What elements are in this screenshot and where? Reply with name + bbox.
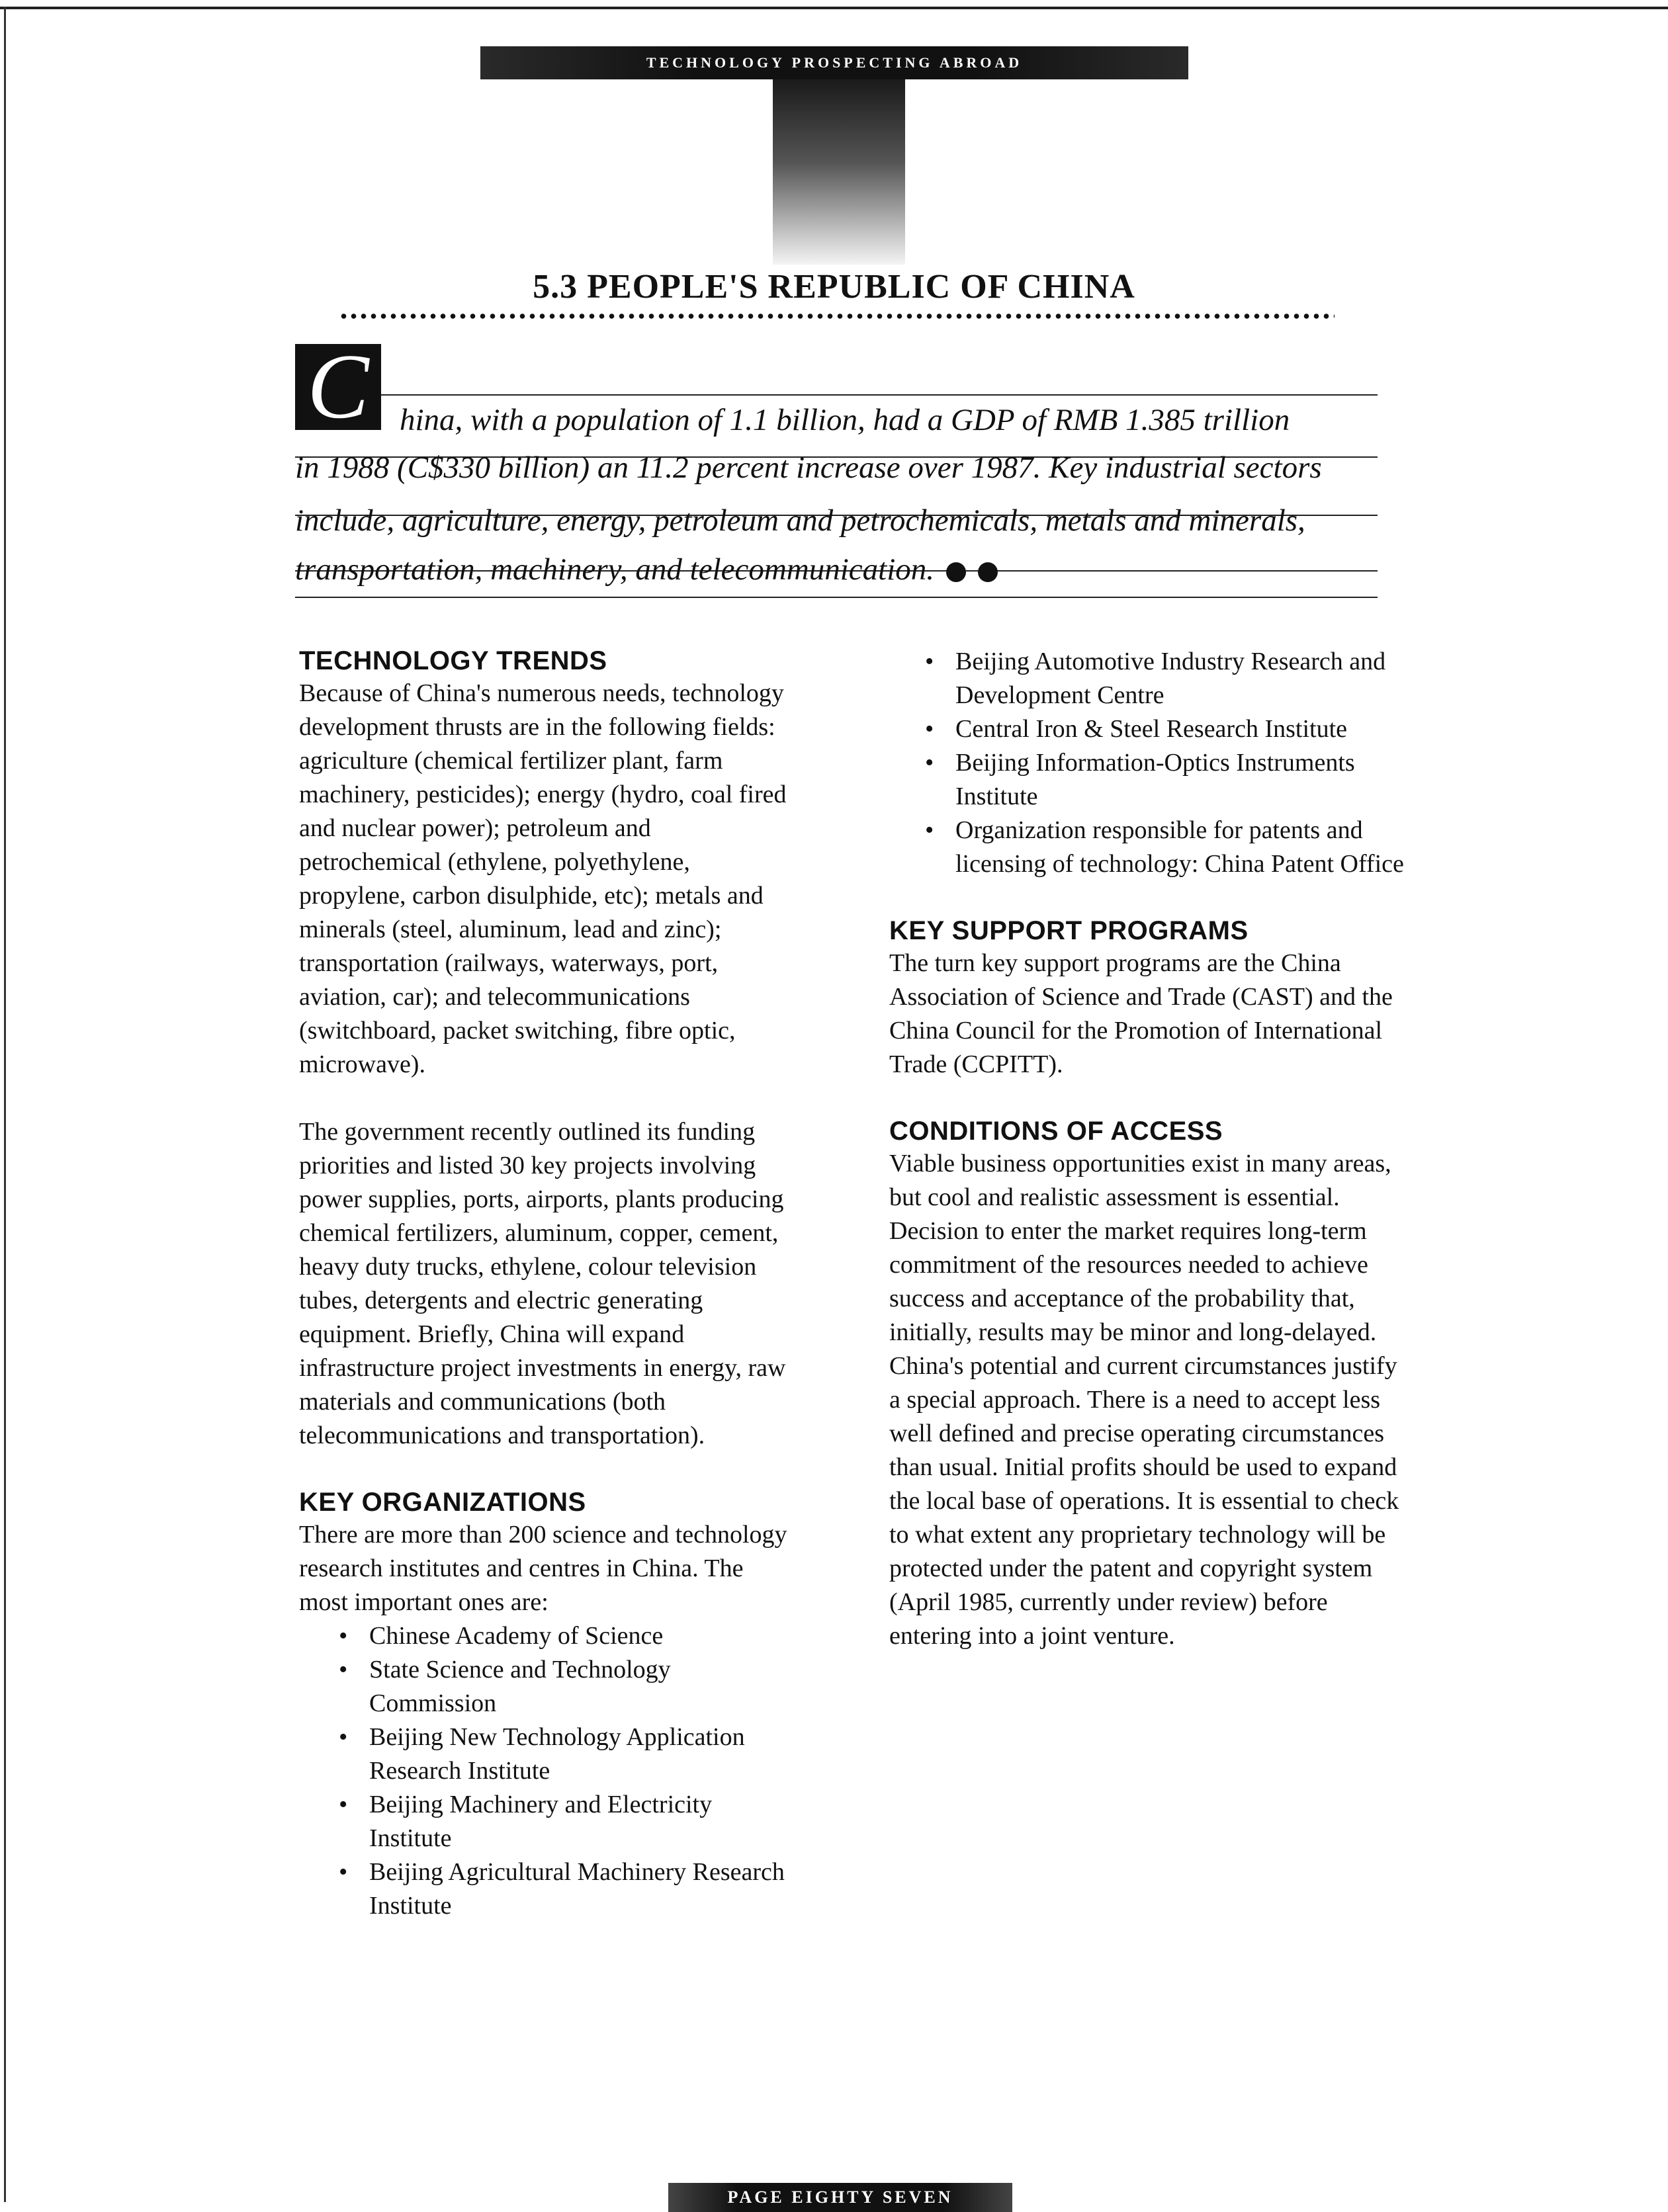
technology-trends-paragraph-1: Because of China's numerous needs, technology development thrusts are in the following fields: agriculture (chemical fertilizer plant, farm machinery, pesticides); energy (hydro, coal fired and nuclear power); petroleum and petrochemical (ethylene, polyethylene, propylene, carbon disulphide, etc); metals and minerals (steel, aluminum, lead and zinc); transportation (railways, waterways, port, aviation, car); and telecommunications (switchboard, packet switching, fibre optic, microwave).: [299, 679, 787, 1078]
top-border-line: [0, 7, 1668, 9]
intro-line-last: [295, 552, 998, 587]
left-column: [299, 645, 789, 1923]
section-banner: TECHNOLOGY PROSPECTING ABROAD: [480, 46, 1188, 79]
key-support-paragraph: The turn key support programs are the China Association of Science and Trade (CAST) and the China Council for the Promotion of International Trade (CCPITT).: [889, 949, 1393, 1078]
list-item: • Central Iron & Steel Research Institute: [955, 712, 1405, 746]
right-column: [889, 645, 1405, 1653]
intro-line-text: transportation, machinery, and telecommunication.: [295, 552, 935, 587]
section-heading-key-support-programs: KEY SUPPORT PROGRAMS: [889, 916, 1249, 945]
organizations-list-continued: [955, 645, 1405, 881]
drop-cap: C: [295, 344, 381, 430]
section-heading-key-organizations: KEY ORGANIZATIONS: [299, 1488, 586, 1517]
decorative-gradient-block: [773, 79, 905, 265]
left-border-line: [4, 7, 6, 2202]
organizations-list: [369, 1619, 789, 1923]
key-organizations-intro: There are more than 200 science and technology research institutes and centres in China. The most important ones are:: [299, 1521, 787, 1616]
intro-line: include, agriculture, energy, petroleum and petrochemicals, metals and minerals,: [295, 503, 1305, 538]
section-heading-technology-trends: TECHNOLOGY TRENDS: [299, 646, 607, 675]
list-item: • Beijing Agricultural Machinery Research Institute: [369, 1855, 789, 1923]
page-number-footer: PAGE EIGHTY SEVEN: [668, 2183, 1012, 2212]
list-item: • State Science and Technology Commission: [369, 1653, 789, 1721]
list-item: • Chinese Academy of Science: [369, 1619, 789, 1653]
technology-trends-paragraph-2: The government recently outlined its funding priorities and listed 30 key projects involving power supplies, ports, airports, plants producing chemical fertilizers, aluminum, copper, cement, heavy duty trucks, ethylene, colour television tubes, detergents and electric generating equipment. Briefly, China will expand infrastructure project investments in energy, raw materials and communications (both telecommunications and transportation).: [299, 1118, 786, 1449]
intro-line: hina, with a population of 1.1 billion, had a GDP of RMB 1.385 trillion: [400, 403, 1290, 437]
dotted-divider: [339, 312, 1335, 320]
intro-rule: [295, 597, 1378, 598]
intro-line: in 1988 (C$330 billion) an 11.2 percent increase over 1987. Key industrial sectors: [295, 450, 1322, 485]
page-title: 5.3 PEOPLE'S REPUBLIC OF CHINA: [533, 268, 1135, 306]
conditions-of-access-paragraph: Viable business opportunities exist in many areas, but cool and realistic assessment is essential. Decision to enter the market requires long-term commitment of the resources needed to achieve success and acceptance of the probability that, initially, results may be minor and long-delayed. China's potential and current circumstances justify a special approach. There is a need to accept less well defined and precise operating circumstances than usual. Initial profits should be used to expand the local base of operations. It is essential to check to what extent any proprietary technology will be protected under the patent and copyright system (April 1985, currently under review) before entering into a joint venture.: [889, 1150, 1399, 1650]
list-item: • Beijing Machinery and Electricity Institute: [369, 1788, 789, 1855]
section-heading-conditions-of-access: CONDITIONS OF ACCESS: [889, 1117, 1223, 1146]
list-item: • Beijing Information-Optics Instruments Institute: [955, 746, 1405, 814]
list-item: • Beijing Automotive Industry Research and Development Centre: [955, 645, 1405, 712]
bullet-dot-icon: [946, 562, 966, 582]
list-item: • Beijing New Technology Application Research Institute: [369, 1721, 789, 1788]
list-item: • Organization responsible for patents and licensing of technology: China Patent Office: [955, 814, 1405, 881]
bullet-dot-icon: [978, 562, 998, 582]
intro-rule: [295, 394, 1378, 396]
